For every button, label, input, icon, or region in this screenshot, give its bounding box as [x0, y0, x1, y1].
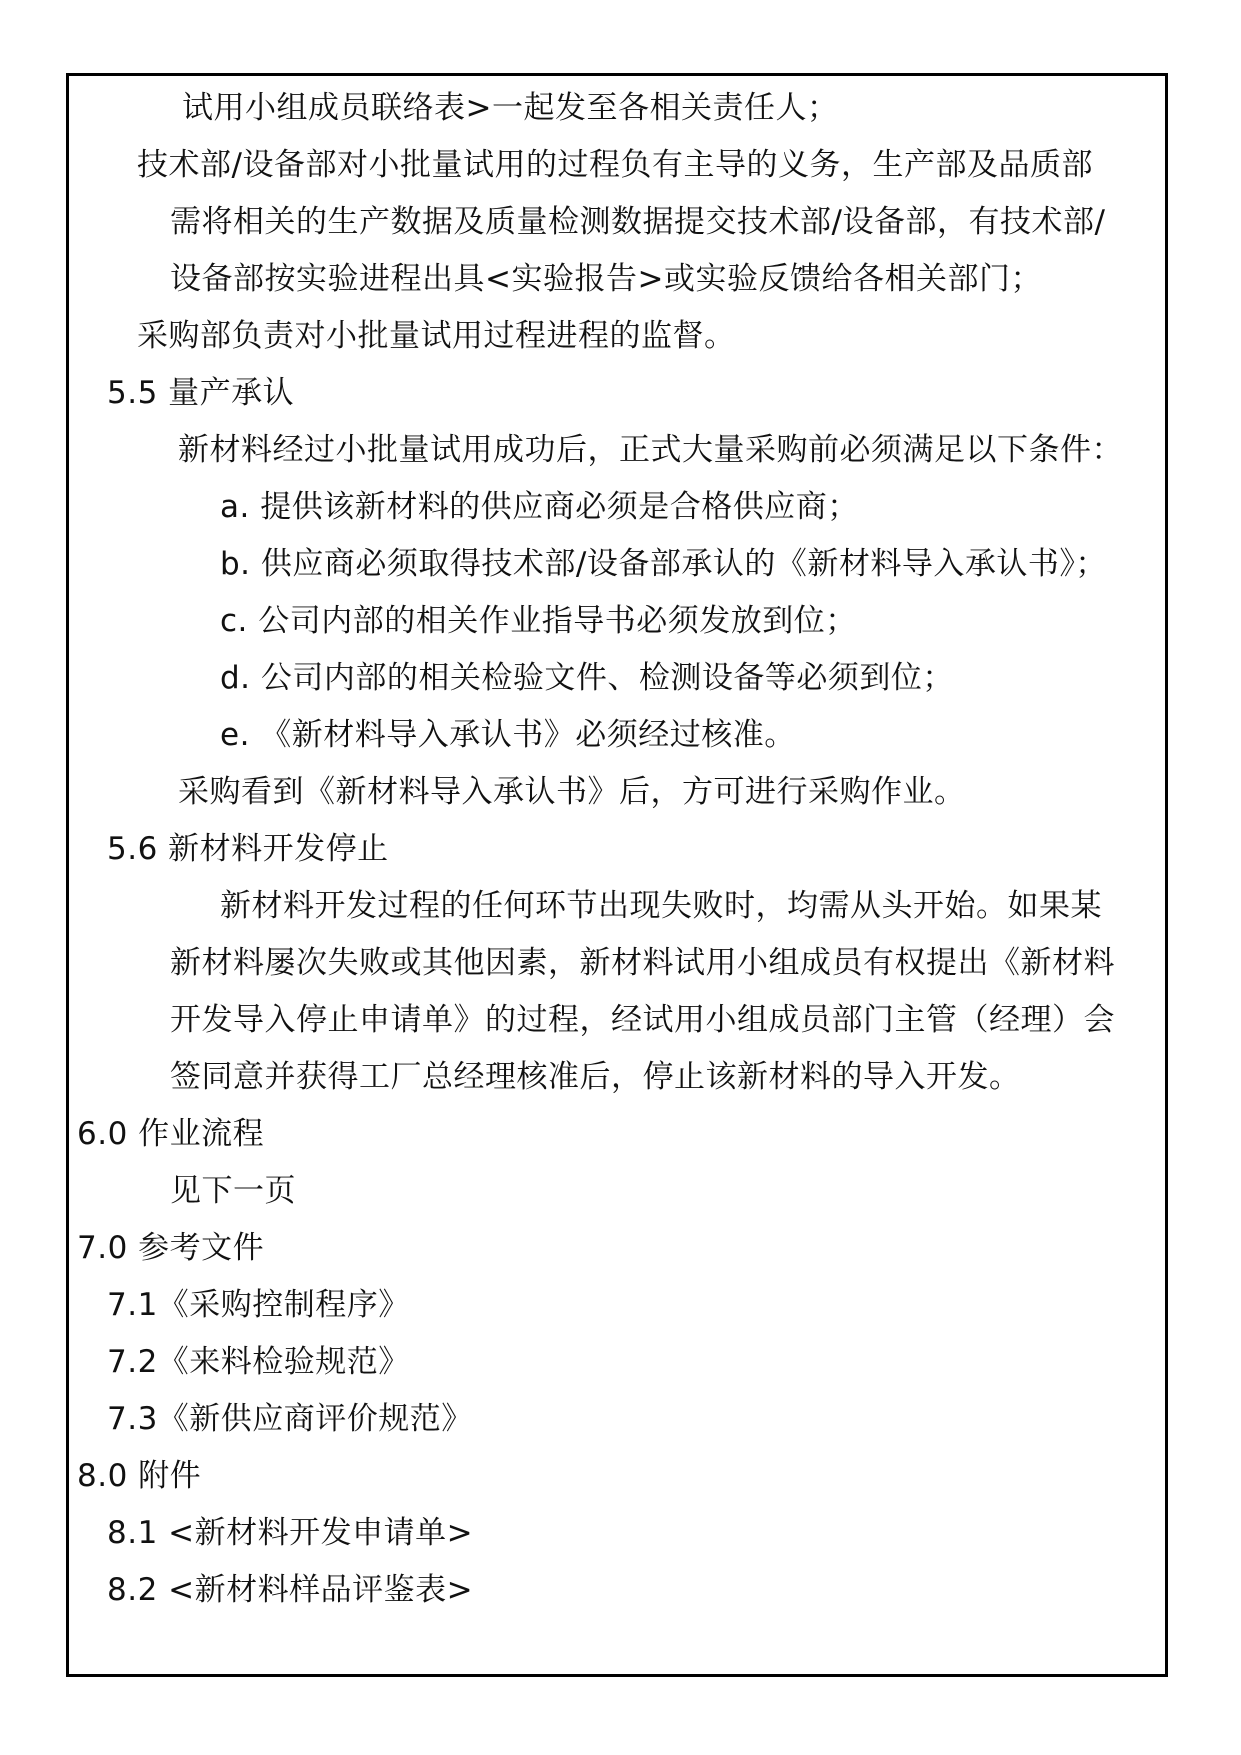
list-item: b. 供应商必须取得技术部/设备部承认的《新材料导入承认书》；	[220, 546, 1107, 582]
section-heading-6-0: 6.0 作业流程	[77, 1116, 265, 1152]
reference-item: 7.1《采购控制程序》	[107, 1287, 410, 1323]
text-line: 采购看到《新材料导入承认书》后，方可进行采购作业。	[178, 774, 966, 810]
list-item: e. 《新材料导入承认书》必须经过核准。	[220, 717, 796, 753]
section-heading-5-5: 5.5 量产承认	[107, 375, 295, 411]
text-line: 签同意并获得工厂总经理核准后，停止该新材料的导入开发。	[170, 1059, 1021, 1095]
text-line: 新材料开发过程的任何环节出现失败时，均需从头开始。如果某	[220, 888, 1102, 924]
reference-item: 7.3《新供应商评价规范》	[107, 1401, 473, 1437]
text-line: 采购部负责对小批量试用过程进程的监督。	[137, 318, 736, 354]
text-line: 需将相关的生产数据及质量检测数据提交技术部/设备部，有技术部/	[170, 204, 1106, 240]
text-line: 新材料屡次失败或其他因素，新材料试用小组成员有权提出《新材料	[170, 945, 1115, 981]
text-line: 新材料经过小批量试用成功后，正式大量采购前必须满足以下条件：	[178, 432, 1123, 468]
reference-item: 7.2《来料检验规范》	[107, 1344, 410, 1380]
section-heading-5-6: 5.6 新材料开发停止	[107, 831, 389, 867]
text-line: 技术部/设备部对小批量试用的过程负有主导的义务，生产部及品质部	[137, 147, 1093, 183]
text-line: 设备部按实验进程出具<实验报告>或实验反馈给各相关部门；	[170, 261, 1042, 297]
list-item: d. 公司内部的相关检验文件、检测设备等必须到位；	[220, 660, 954, 696]
list-item: a. 提供该新材料的供应商必须是合格供应商；	[220, 489, 859, 525]
section-heading-7-0: 7.0 参考文件	[77, 1230, 265, 1266]
text-line: 试用小组成员联络表>一起发至各相关责任人；	[182, 90, 839, 126]
attachment-item: 8.1 <新材料开发申请单>	[107, 1515, 474, 1551]
text-line: 开发导入停止申请单》的过程，经试用小组成员部门主管（经理）会	[170, 1002, 1115, 1038]
text-line: 见下一页	[170, 1173, 296, 1209]
attachment-item: 8.2 <新材料样品评鉴表>	[107, 1572, 474, 1608]
section-heading-8-0: 8.0 附件	[77, 1458, 202, 1494]
list-item: c. 公司内部的相关作业指导书必须发放到位；	[220, 603, 857, 639]
